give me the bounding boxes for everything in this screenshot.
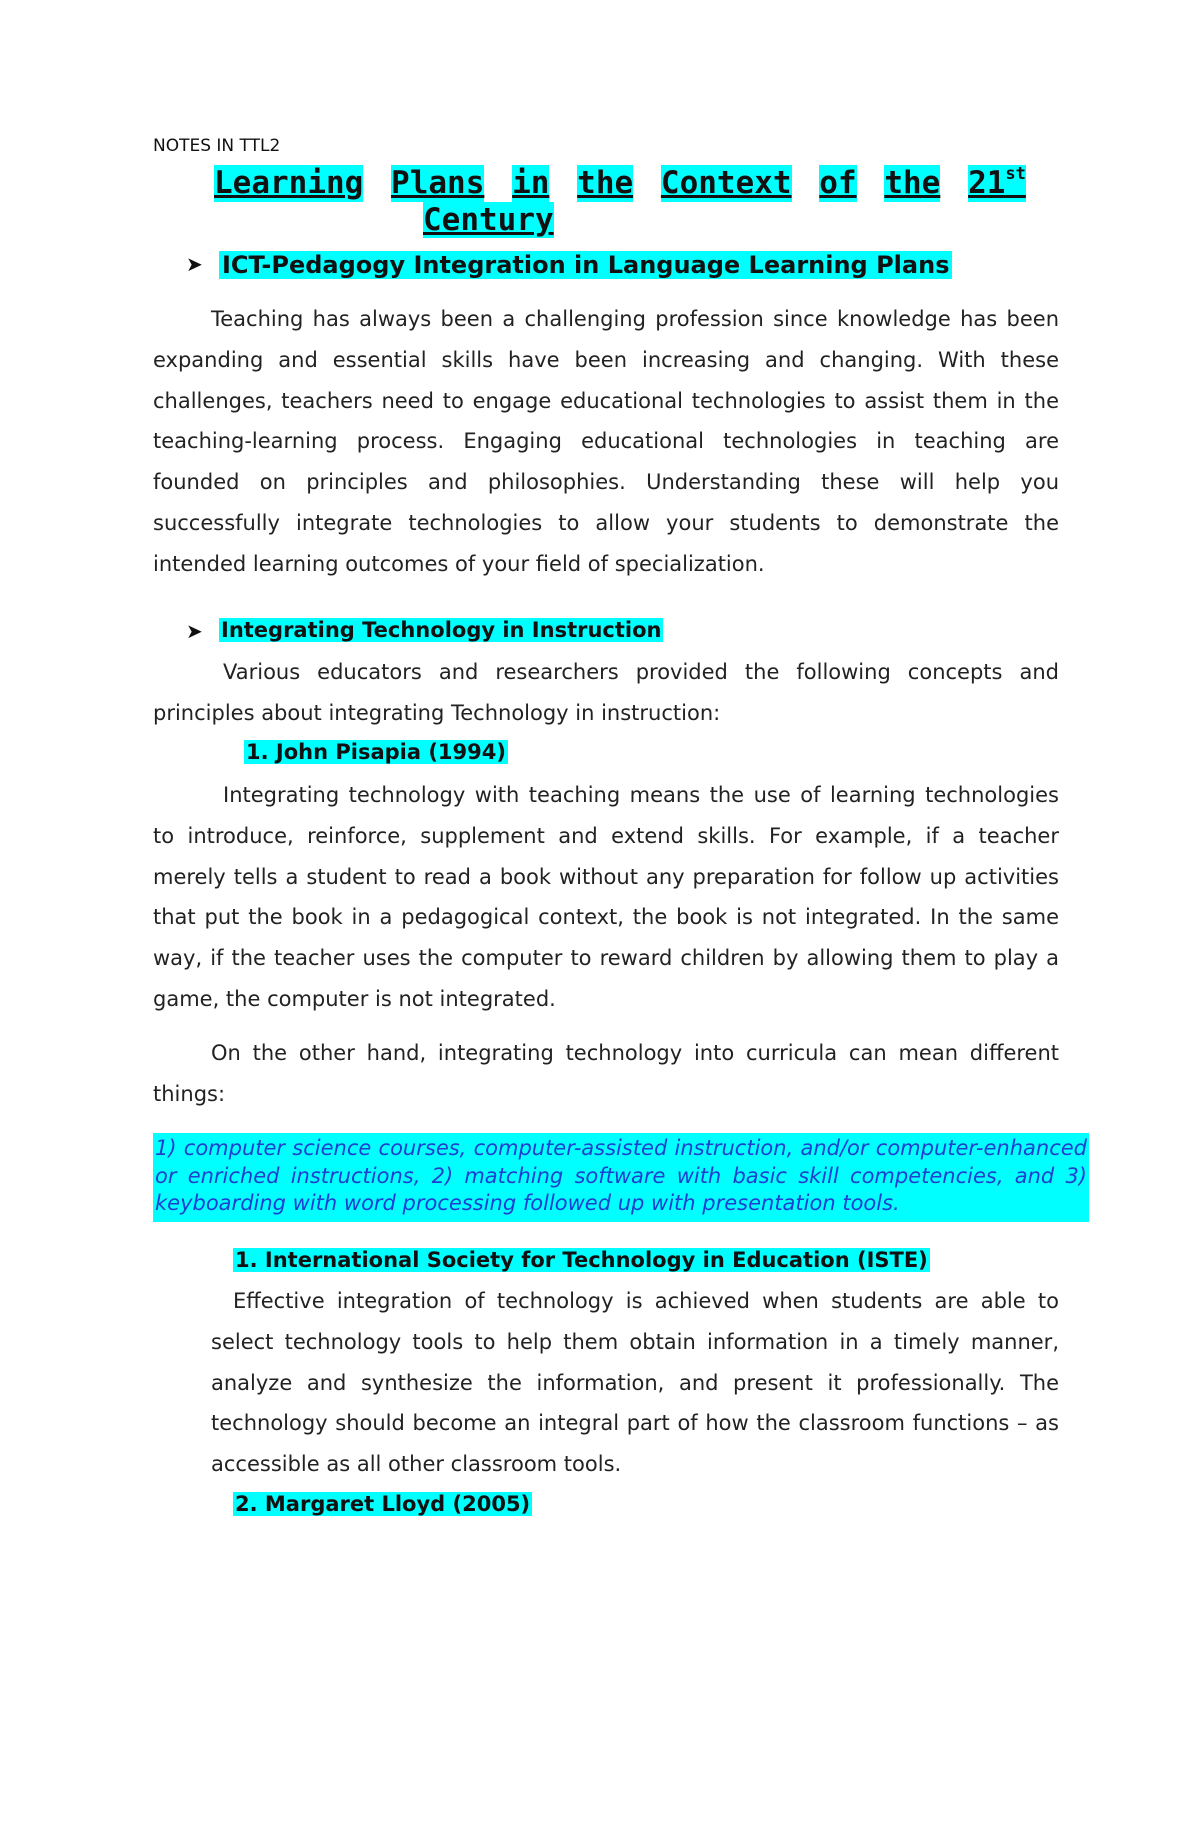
- pisapia-paragraph: Integrating technology with teaching means the use of learning technologies to introduce, reinforce, supplement and extend skills. For example, if a teacher merely tells a student to read a book without any preparation for follow up activities that put the book in a pedagogical context, the book is not integrated. In the same way, if the teacher uses the computer to reward children by allowing them to play a game, the computer is not integrated.: [153, 783, 1059, 1011]
- document-title: [214, 165, 1026, 239]
- title-word: of: [819, 165, 857, 201]
- iste-paragraph: Effective integration of technology is achieved when students are able to select technology tools to help them obtain information in a timely manner, analyze and synthesize the information, and present it professionally. The technology should become an integral part of how the classroom functions – as accessible as all other classroom tools.: [211, 1289, 1059, 1477]
- integrating-paragraph: Various educators and researchers provided the following concepts and principles about integrating Technology in instruction:: [153, 660, 1059, 725]
- quote-text: 1) computer science courses, computer-assisted instruction, and/or computer-enhanced or enriched instructions, 2) matching software with basic skill competencies, and 3) keyboarding with word processing followed up with presentation tools.: [155, 1136, 1087, 1215]
- pisapia-body-2: [153, 1033, 1059, 1115]
- integrating-intro: [153, 652, 1059, 734]
- title-word: Plans: [391, 165, 485, 201]
- arrowhead-bullet-icon: ➤: [186, 252, 203, 276]
- quote-highlight-box: [153, 1133, 1089, 1222]
- title-word: Learning: [214, 165, 364, 201]
- title-word: Context: [660, 165, 792, 201]
- pisapia-body: [153, 775, 1059, 1020]
- ict-paragraph: Teaching has always been a challenging profession since knowledge has been expanding and essential skills have been increasing and changing. With these challenges, teachers need to engage educational technologies to assist them in the teaching-learning process. Engaging educational technologies in teaching are founded on principles and philosophies. Understanding these will help you successfully integrate technologies to allow your students to demonstrate the intended learning outcomes of your field of specialization.: [153, 307, 1059, 576]
- title-word: the: [577, 165, 634, 201]
- title-superscript: st: [1005, 164, 1026, 184]
- title-line-1: [214, 165, 1026, 202]
- title-word: the: [884, 165, 941, 201]
- pisapia-paragraph-2: On the other hand, integrating technology into curricula can mean different things:: [153, 1041, 1059, 1106]
- ict-heading: ICT-Pedagogy Integration in Language Learning Plans: [219, 251, 952, 279]
- title-number: 21: [968, 165, 1006, 201]
- title-word: in: [512, 165, 550, 201]
- lloyd-heading: 2. Margaret Lloyd (2005): [235, 1492, 531, 1516]
- iste-heading: 1. International Society for Technology in Education (ISTE): [235, 1248, 928, 1272]
- arrowhead-bullet-icon: ➤: [186, 619, 203, 643]
- iste-body: [211, 1281, 1059, 1485]
- title-line-2: [423, 202, 1026, 239]
- header-note: NOTES IN TTL2: [153, 136, 281, 156]
- title-century: Century: [423, 202, 554, 238]
- pisapia-heading: 1. John Pisapia (1994): [246, 740, 506, 764]
- ict-body: [153, 299, 1059, 585]
- title-word-century-number: [968, 165, 1026, 202]
- integrating-heading: Integrating Technology in Instruction: [221, 618, 662, 642]
